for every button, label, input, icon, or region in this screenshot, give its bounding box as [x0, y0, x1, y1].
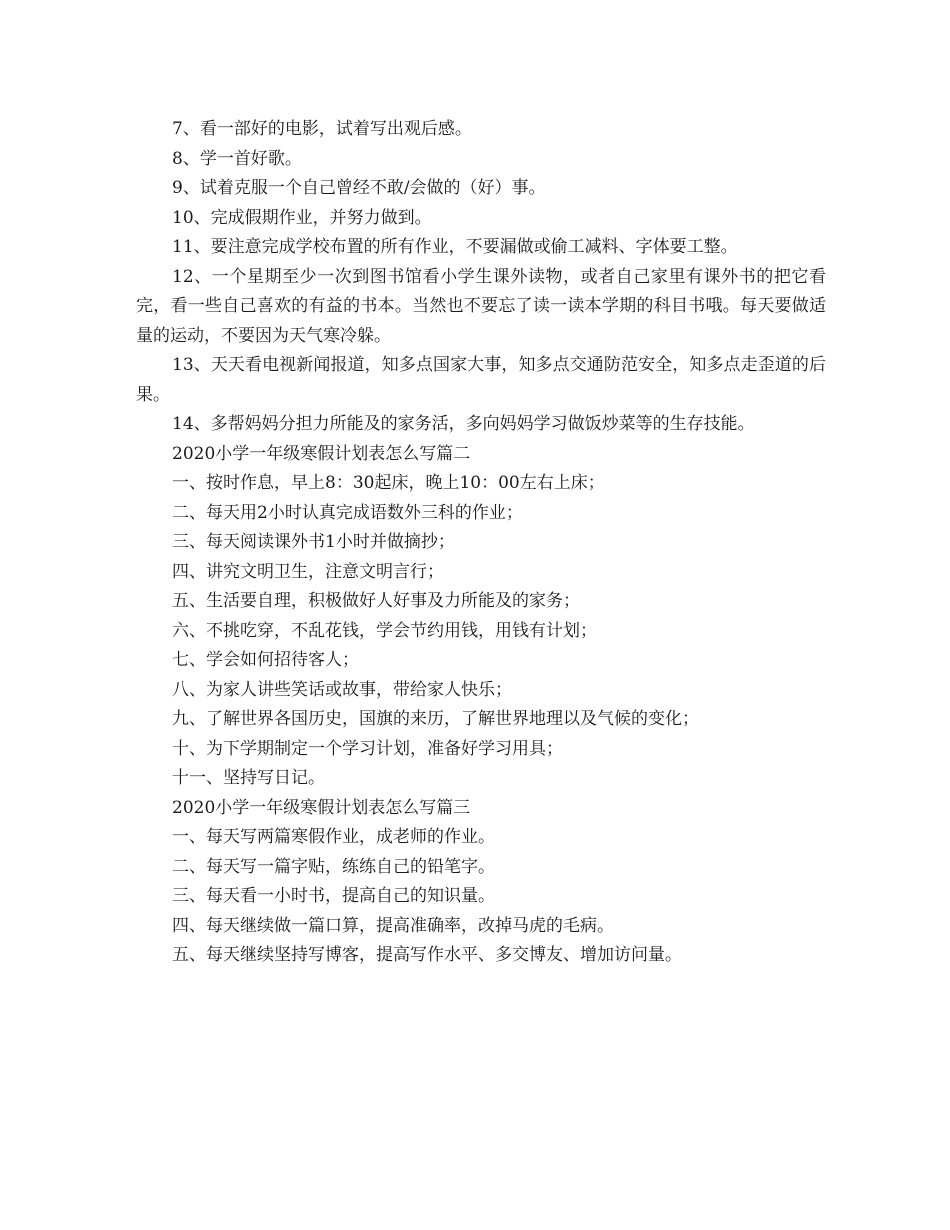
- plan2-item-3: 三、每天阅读课外书1小时并做摘抄；: [172, 532, 455, 552]
- plan2-item-7: 七、学会如何招待客人；: [172, 650, 359, 670]
- paragraph-14: 14、多帮妈妈分担力所能及的家务活，多向妈妈学习做饭炒菜等的生存技能。: [172, 414, 755, 434]
- plan2-item-1: 一、按时作息，早上8：30起床，晚上10：00左右上床；: [172, 473, 605, 493]
- plan2-item-11: 十一、坚持写日记。: [172, 768, 325, 788]
- plan3-item-4: 四、每天继续做一篇口算，提高准确率，改掉马虎的毛病。: [172, 915, 614, 936]
- plan2-item-6: 六、不挑吃穿，不乱花钱，学会节约用钱，用钱有计划；: [172, 620, 597, 641]
- plan3-item-3: 三、每天看一小时书，提高自己的知识量。: [172, 886, 495, 906]
- plan2-item-9: 九、了解世界各国历史，国旗的来历，了解世界地理以及气候的变化；: [172, 709, 699, 729]
- section-heading-2: 2020小学一年级寒假计划表怎么写篇二: [172, 443, 471, 464]
- plan2-item-5: 五、生活要自理，积极做好人好事及力所能及的家务；: [172, 591, 580, 611]
- paragraph-9: 9、试着克服一个自己曾经不敢/会做的（好）事。: [172, 178, 546, 198]
- plan3-item-5: 五、每天继续坚持写博客，提高写作水平、多交博友、增加访问量。: [172, 945, 682, 965]
- section-heading-3: 2020小学一年级寒假计划表怎么写篇三: [172, 797, 471, 818]
- plan3-item-1: 一、每天写两篇寒假作业，成老师的作业。: [172, 827, 495, 847]
- paragraph-10: 10、完成假期作业，并努力做到。: [172, 207, 432, 228]
- paragraph-8: 8、学一首好歌。: [172, 148, 302, 169]
- plan3-item-2: 二、每天写一篇字贴，练练自己的铅笔字。: [172, 856, 495, 877]
- plan2-item-8: 八、为家人讲些笑话或故事，带给家人快乐；: [172, 679, 512, 700]
- plan2-item-2: 二、每天用2小时认真完成语数外三科的作业；: [172, 502, 523, 523]
- plan2-item-4: 四、讲究文明卫生，注意文明言行；: [172, 561, 444, 582]
- document-body: [136, 115, 826, 971]
- paragraph-13: 13、天天看电视新闻报道，知多点国家大事，知多点交通防范安全，知多点走歪道的后果。: [136, 355, 826, 405]
- paragraph-12: 12、一个星期至少一次到图书馆看小学生课外读物，或者自己家里有课外书的把它看完，看一些自己喜欢的有益的书本。当然也不要忘了读一读本学期的科目书哦。每天要做适量的运动，不要因为天气寒冷躲。: [136, 266, 826, 346]
- paragraph-11: 11、要注意完成学校布置的所有作业，不要漏做或偷工减料、字体要工整。: [172, 237, 738, 257]
- plan2-item-10: 十、为下学期制定一个学习计划，准备好学习用具；: [172, 738, 563, 759]
- paragraph-7: 7、看一部好的电影，试着写出观后感。: [172, 119, 472, 139]
